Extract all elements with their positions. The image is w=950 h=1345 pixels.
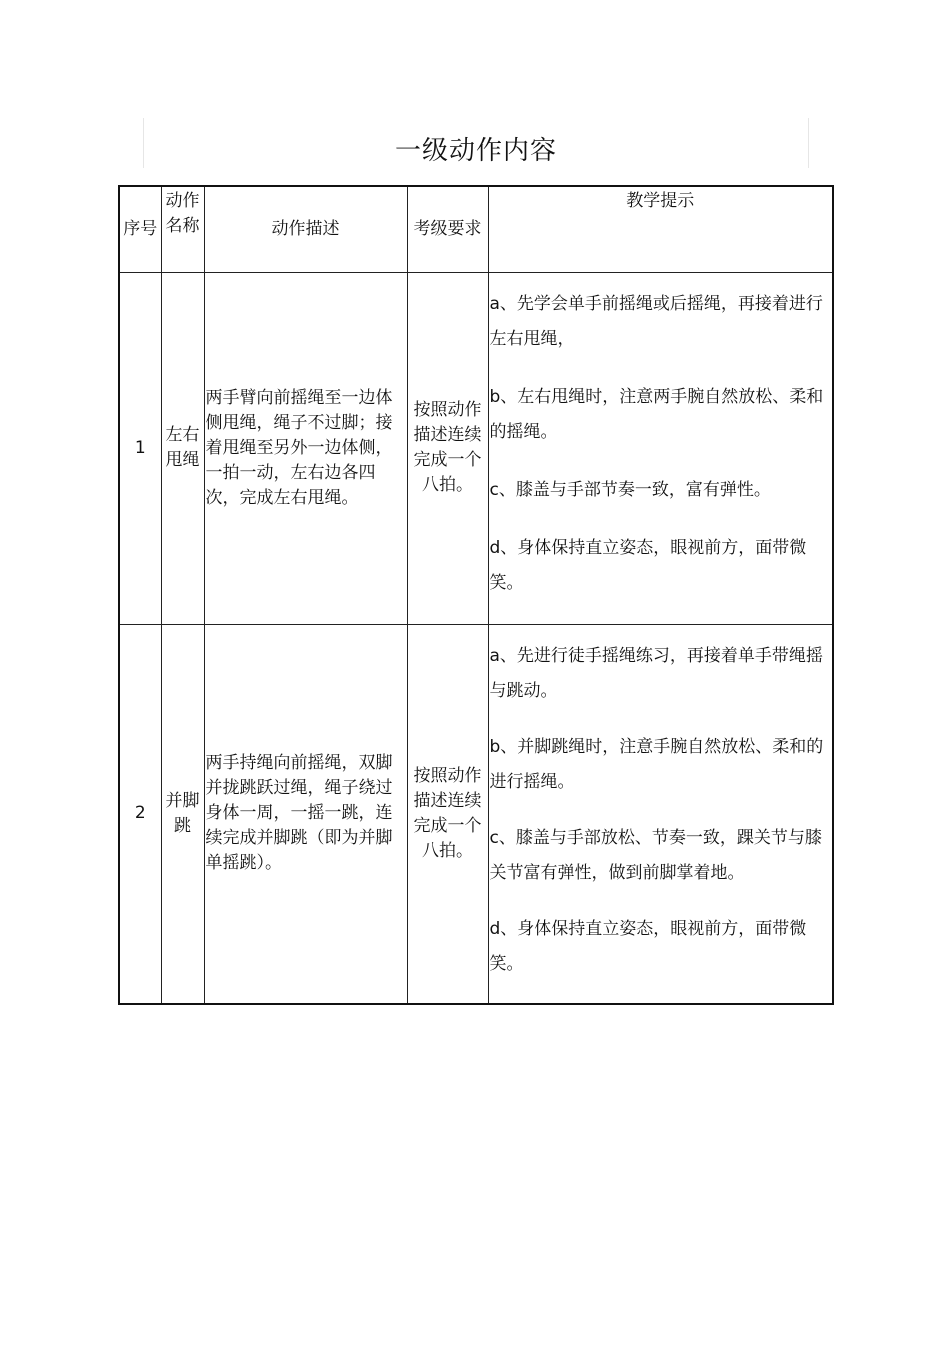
table-row — [119, 624, 833, 1004]
cell-tips — [488, 624, 833, 1004]
page-title: 一级动作内容 — [394, 136, 557, 166]
teaching-tip: b、左右甩绳时，注意两手腕自然放松、柔和的摇绳。 — [489, 386, 824, 442]
cell-req — [407, 624, 488, 1004]
teaching-tip: b、并脚跳绳时，注意手腕自然放松、柔和的进行摇绳。 — [489, 736, 824, 792]
table-header-row — [119, 186, 833, 272]
row-number: 2 — [134, 803, 146, 823]
teaching-tip: d、身体保持直立姿态，眼视前方，面带微笑。 — [489, 918, 807, 974]
action-name: 左右甩绳 — [165, 425, 200, 470]
header-req: 考级要求 — [407, 186, 488, 272]
cell-req — [407, 272, 488, 624]
teaching-tip: c、膝盖与手部节奏一致，富有弹性。 — [489, 479, 771, 500]
cell-no — [119, 272, 161, 624]
header-no: 序号 — [119, 186, 161, 272]
teaching-tip: a、先学会单手前摇绳或后摇绳，再接着进行左右甩绳， — [489, 293, 823, 349]
exam-requirement: 按照动作描述连续完成一个八拍。 — [413, 400, 482, 495]
cell-desc — [204, 624, 407, 1004]
action-description: 两手臂向前摇绳至一边体侧甩绳，绳子不过脚；接着甩绳至另外一边体侧，一拍一动，左右边各四次，完成左右甩绳。 — [205, 387, 393, 508]
title-area — [143, 118, 809, 168]
header-name: 动作名称 — [161, 186, 204, 272]
cell-tips — [488, 272, 833, 624]
cell-desc — [204, 272, 407, 624]
header-tips: 教学提示 — [488, 186, 833, 272]
cell-name — [161, 624, 204, 1004]
action-description: 两手持绳向前摇绳，双脚并拢跳跃过绳，绳子绕过身体一周，一摇一跳，连续完成并脚跳（即为并脚单摇跳）。 — [205, 753, 393, 873]
teaching-tip: c、膝盖与手部放松、节奏一致，踝关节与膝关节富有弹性，做到前脚掌着地。 — [489, 827, 822, 883]
cell-no — [119, 624, 161, 1004]
action-table — [118, 185, 834, 1005]
table-row — [119, 272, 833, 624]
header-desc: 动作描述 — [204, 186, 407, 272]
action-name: 并脚跳 — [165, 790, 200, 836]
exam-requirement: 按照动作描述连续完成一个八拍。 — [413, 765, 482, 861]
teaching-tip: d、身体保持直立姿态，眼视前方，面带微笑。 — [489, 537, 807, 593]
cell-name — [161, 272, 204, 624]
teaching-tip: a、先进行徒手摇绳练习，再接着单手带绳摇与跳动。 — [489, 645, 823, 701]
row-number: 1 — [134, 437, 146, 458]
